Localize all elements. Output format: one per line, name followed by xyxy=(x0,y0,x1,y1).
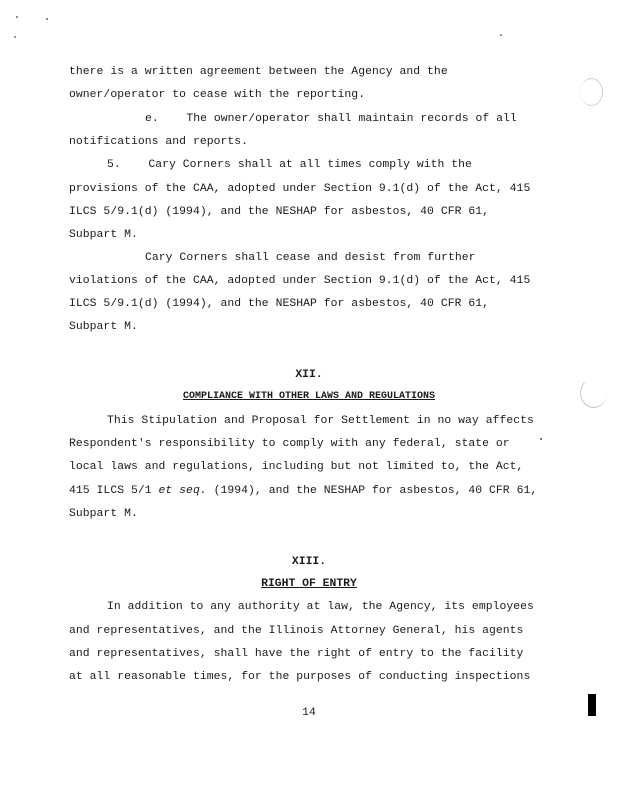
text-line: Subpart M. xyxy=(69,321,138,333)
speck xyxy=(500,34,502,36)
text-line: ILCS 5/9.1(d) (1994), and the NESHAP for asbestos, 40 CFR 61, xyxy=(69,298,490,310)
italic-term: et seq. xyxy=(158,485,207,497)
text-line: there is a written agreement between the Agency and the xyxy=(69,66,448,78)
hole-punch-mark xyxy=(580,378,607,408)
text-line: ILCS 5/9.1(d) (1994), and the NESHAP for asbestos, 40 CFR 61, xyxy=(69,206,490,218)
text-line: e. The owner/operator shall maintain records of all xyxy=(145,113,517,125)
section-heading: COMPLIANCE WITH OTHER LAWS AND REGULATIONS xyxy=(182,391,436,402)
speck xyxy=(16,16,18,18)
text-line: at all reasonable times, for the purposes of conducting inspections xyxy=(69,671,531,683)
text-line: violations of the CAA, adopted under Section 9.1(d) of the Act, 415 xyxy=(69,275,531,287)
text-segment: 415 ILCS 5/1 xyxy=(69,485,159,497)
section-number: XIII. xyxy=(291,556,327,568)
text-line: Subpart M. xyxy=(69,508,138,520)
speck xyxy=(540,438,542,440)
text-line: local laws and regulations, including but not limited to, the Act, xyxy=(69,461,524,473)
section-heading: RIGHT OF ENTRY xyxy=(261,578,357,590)
page-number: 14 xyxy=(302,707,316,719)
text-line: notifications and reports. xyxy=(69,136,249,148)
text-line: and representatives, shall have the right of entry to the facility xyxy=(69,648,524,660)
text-line: Subpart M. xyxy=(69,229,138,241)
text-segment: (1994), and the NESHAP for asbestos, 40 CFR 61, xyxy=(206,485,538,497)
text-line: owner/operator to cease with the reporting. xyxy=(69,89,366,101)
text-line: Respondent's responsibility to comply with any federal, state or xyxy=(69,438,510,450)
text-line: and representatives, and the Illinois Attorney General, his agents xyxy=(69,625,524,637)
text-line: Cary Corners shall cease and desist from further xyxy=(145,252,476,264)
text-line: This Stipulation and Proposal for Settlement in no way affects xyxy=(107,415,534,427)
text-line: In addition to any authority at law, the Agency, its employees xyxy=(107,601,534,613)
scan-edge-mark xyxy=(588,694,596,716)
text-line: 5. Cary Corners shall at all times comply with the xyxy=(107,159,472,171)
speck xyxy=(14,36,16,38)
hole-punch-mark xyxy=(580,78,603,106)
text-line: provisions of the CAA, adopted under Section 9.1(d) of the Act, 415 xyxy=(69,183,531,195)
speck xyxy=(46,18,48,20)
section-number: XII. xyxy=(295,369,323,381)
text-line xyxy=(69,484,537,498)
